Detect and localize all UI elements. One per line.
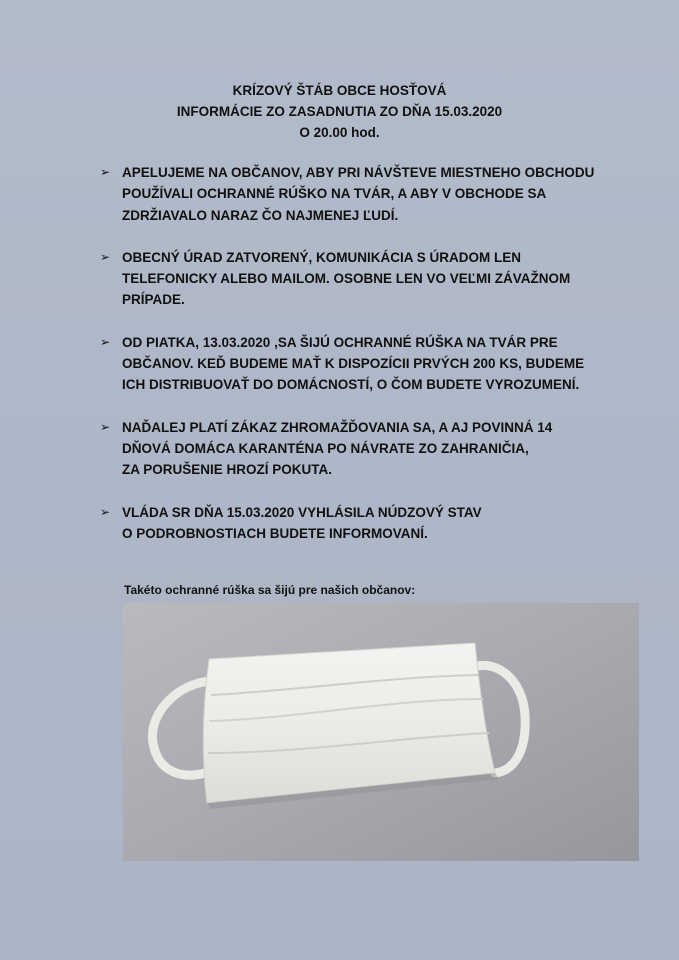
list-item-line: TELEFONICKY ALEBO MAILOM. OSOBNE LEN VO VEĽMI ZÁVAŽNOM	[122, 271, 571, 287]
header-subtitle: INFORMÁCIE ZO ZASADNUTIA ZO DŇA 15.03.2020	[176, 104, 503, 119]
list-item-line: O PODROBNOSTIACH BUDETE INFORMOVANÍ.	[122, 525, 428, 541]
arrow-bullet-icon: ➢	[100, 165, 111, 179]
list-item	[98, 502, 618, 545]
list-item-line: APELUJEME NA OBČANOV, ABY PRI NÁVŠTEVE MIESTNEHO OBCHODU	[122, 165, 595, 180]
arrow-bullet-icon: ➢	[100, 334, 111, 349]
list-item-line: OD PIATKA, 13.03.2020 ,SA ŠIJÚ OCHRANNÉ RÚŠKA NA TVÁR PRE	[122, 334, 558, 350]
announcement-list	[98, 162, 618, 565]
list-item-line: POUŽÍVALI OCHRANNÉ RÚŠKO NA TVÁR, A ABY V OBCHODE SA	[122, 186, 547, 202]
list-item-line: DŇOVÁ DOMÁCA KARANTÉNA PO NÁVRATE ZO ZAHRANIČIA,	[122, 440, 529, 456]
list-item	[98, 332, 618, 396]
list-item	[98, 247, 618, 311]
face-mask-illustration	[123, 603, 639, 861]
document-header	[0, 80, 679, 143]
arrow-bullet-icon: ➢	[100, 504, 111, 519]
list-item-line: ICH DISTRIBUOVAŤ DO DOMÁCNOSTÍ, O ČOM BUDETE VYROZUMENÍ.	[122, 377, 580, 393]
header-time: O 20.00 hod.	[299, 125, 380, 140]
list-item-line: OBECNÝ ÚRAD ZATVORENÝ, KOMUNIKÁCIA S ÚRADOM LEN	[122, 249, 522, 265]
header-title: KRÍZOVÝ ŠTÁB OBCE HOSŤOVÁ	[232, 83, 447, 98]
photo-caption: Takéto ochranné rúška sa šijú pre našich občanov:	[124, 583, 416, 597]
list-item-line: OBČANOV. KEĎ BUDEME MAŤ K DISPOZÍCII PRVÝCH 200 KS, BUDEME	[122, 356, 585, 372]
list-item-line: ZA PORUŠENIE HROZÍ POKUTA.	[122, 462, 333, 478]
list-item-line: PRÍPADE.	[122, 292, 185, 308]
arrow-bullet-icon: ➢	[100, 419, 111, 434]
list-item	[98, 417, 618, 481]
list-item	[98, 162, 618, 226]
list-item-line: NAĎALEJ PLATÍ ZÁKAZ ZHROMAŽĎOVANIA SA, A AJ POVINNÁ 14	[122, 419, 553, 435]
arrow-bullet-icon: ➢	[100, 249, 111, 264]
list-item-line: VLÁDA SR DŇA 15.03.2020 VYHLÁSILA NÚDZOVÝ STAV	[122, 504, 482, 520]
face-mask-photo	[123, 603, 639, 861]
list-item-line: ZDRŽIAVALO NARAZ ČO NAJMENEJ ĽUDÍ.	[122, 207, 399, 223]
